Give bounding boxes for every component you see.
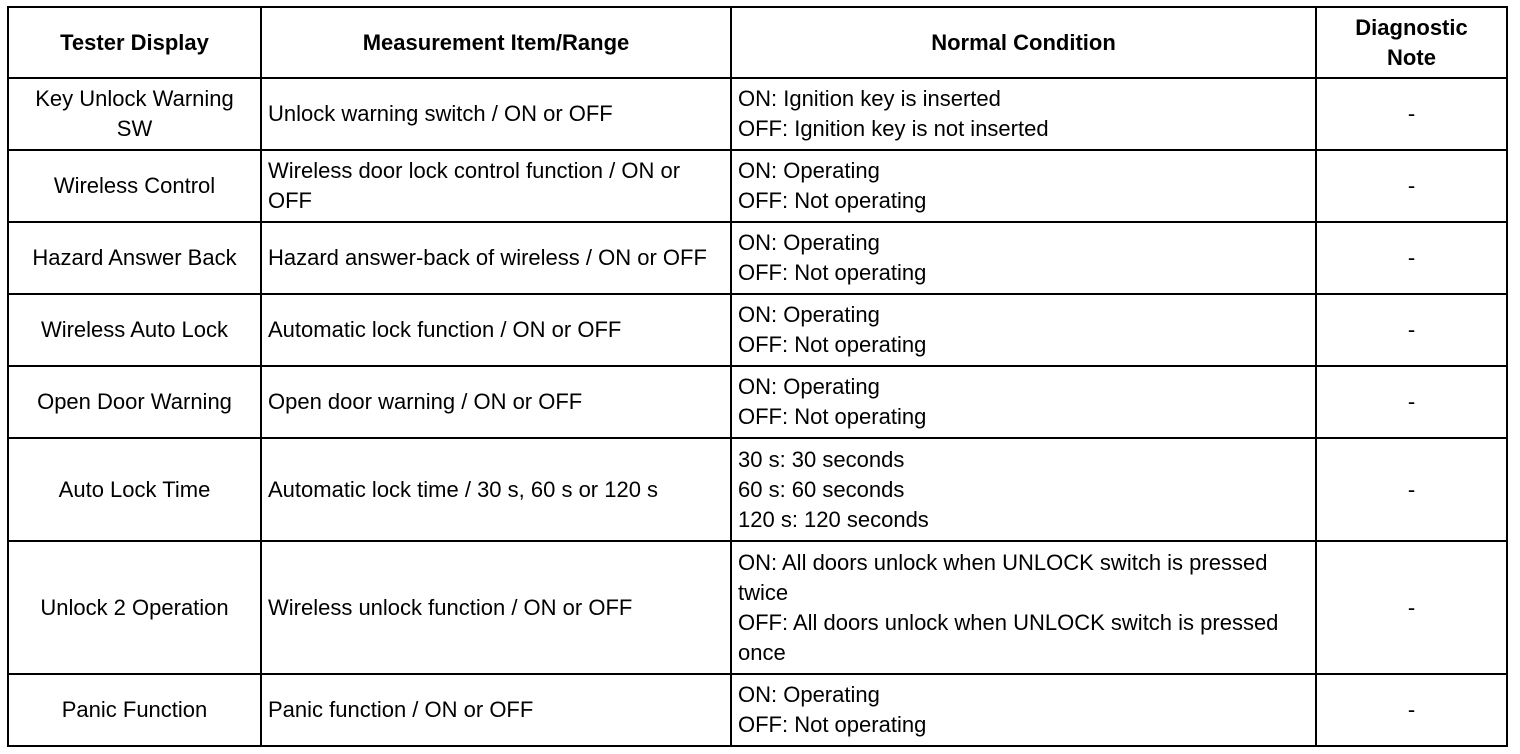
diagnostic-note-cell: -: [1316, 674, 1507, 746]
condition-line: ON: Operating: [738, 374, 880, 399]
tester-display-cell: Open Door Warning: [8, 366, 261, 438]
table-row: [8, 674, 1507, 746]
tester-display-cell: Unlock 2 Operation: [8, 541, 261, 674]
normal-condition-cell: [731, 674, 1316, 746]
measurement-range-cell: Open door warning / ON or OFF: [261, 366, 731, 438]
tester-display-cell: Wireless Control: [8, 150, 261, 222]
tester-display-cell: Auto Lock Time: [8, 438, 261, 541]
condition-line: ON: Operating: [738, 158, 880, 183]
header-tester-display: Tester Display: [8, 7, 261, 78]
header-diagnostic-note: Diagnostic Note: [1316, 7, 1507, 78]
diagnostic-note-cell: -: [1316, 366, 1507, 438]
tester-display-cell: Panic Function: [8, 674, 261, 746]
normal-condition-cell: [731, 366, 1316, 438]
condition-line: ON: All doors unlock when UNLOCK switch is pressed twice: [738, 549, 1268, 605]
diagnostic-note-cell: -: [1316, 541, 1507, 674]
tester-display-cell: Key Unlock Warning SW: [8, 78, 261, 150]
condition-line: ON: Ignition key is inserted: [738, 86, 1001, 111]
header-row: [8, 7, 1507, 78]
diagnostic-note-cell: -: [1316, 438, 1507, 541]
measurement-range-cell: Hazard answer-back of wireless / ON or OFF: [261, 222, 731, 294]
tester-display-table: [7, 6, 1508, 747]
tester-display-cell: Hazard Answer Back: [8, 222, 261, 294]
condition-line: OFF: Not operating: [738, 260, 927, 285]
diagnostic-note-cell: -: [1316, 78, 1507, 150]
measurement-range-cell: Panic function / ON or OFF: [261, 674, 731, 746]
diagnostic-note-cell: -: [1316, 150, 1507, 222]
table-row: [8, 294, 1507, 366]
condition-line: OFF: All doors unlock when UNLOCK switch is pressed once: [738, 609, 1279, 665]
condition-line: ON: Operating: [738, 682, 880, 707]
normal-condition-cell: [731, 150, 1316, 222]
table-row: [8, 150, 1507, 222]
table-row: [8, 366, 1507, 438]
table-row: [8, 438, 1507, 541]
condition-line: ON: Operating: [738, 302, 880, 327]
header-normal-condition: Normal Condition: [731, 7, 1316, 78]
tester-display-cell: Wireless Auto Lock: [8, 294, 261, 366]
condition-line: OFF: Not operating: [738, 712, 927, 737]
normal-condition-cell: [731, 78, 1316, 150]
measurement-range-cell: Unlock warning switch / ON or OFF: [261, 78, 731, 150]
diagnostic-note-cell: -: [1316, 222, 1507, 294]
normal-condition-cell: [731, 438, 1316, 541]
condition-line: 30 s: 30 seconds: [738, 446, 905, 472]
header-measurement-item-range: Measurement Item/Range: [261, 7, 731, 78]
measurement-range-cell: Wireless door lock control function / ON or OFF: [261, 150, 731, 222]
measurement-range-cell: Wireless unlock function / ON or OFF: [261, 541, 731, 674]
diagnostic-note-cell: -: [1316, 294, 1507, 366]
condition-line: OFF: Not operating: [738, 188, 927, 213]
condition-line: 120 s: 120 seconds: [738, 506, 929, 532]
condition-line: 60 s: 60 seconds: [738, 476, 905, 502]
measurement-range-cell: Automatic lock function / ON or OFF: [261, 294, 731, 366]
measurement-range-cell: Automatic lock time / 30 s, 60 s or 120 s: [261, 438, 731, 541]
condition-line: OFF: Not operating: [738, 332, 927, 357]
normal-condition-cell: [731, 294, 1316, 366]
condition-line: OFF: Not operating: [738, 404, 927, 429]
table-row: [8, 222, 1507, 294]
table-row: [8, 541, 1507, 674]
condition-line: ON: Operating: [738, 230, 880, 255]
table-header: [8, 7, 1507, 78]
table-body: [8, 78, 1507, 746]
table-row: [8, 78, 1507, 150]
normal-condition-cell: [731, 541, 1316, 674]
normal-condition-cell: [731, 222, 1316, 294]
condition-line: OFF: Ignition key is not inserted: [738, 116, 1049, 141]
